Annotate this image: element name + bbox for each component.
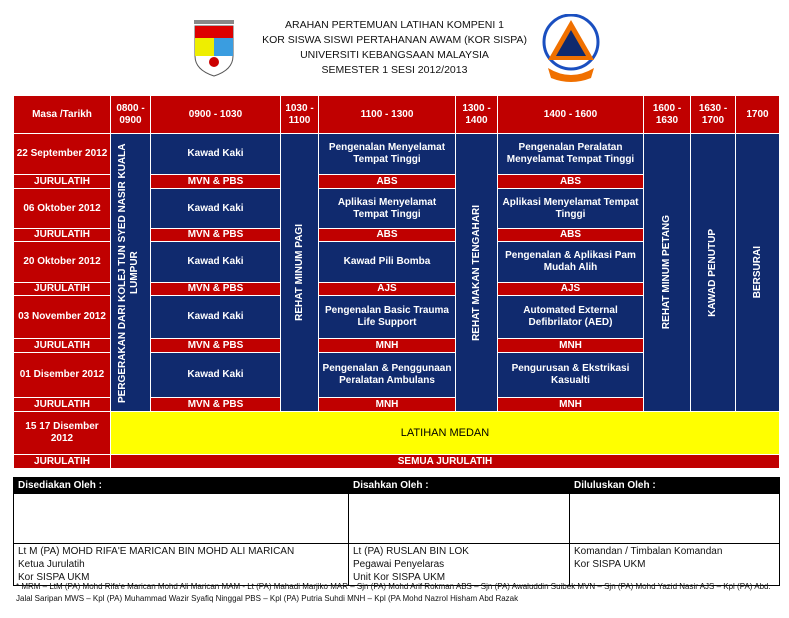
- session-activity: Aplikasi Menyelamat Tempat Tinggi: [498, 189, 644, 229]
- vertical-label: PERGERAKAN DARI KOLEJ TUN SYED NASIR KUALA LUMPUR: [116, 142, 140, 403]
- footnote: * MRM – LtM (PA) Mohd Rifa'e Marican Mohd Ali Marican MAM - Lt (PA) Mahadi Marjiko MAR – Sjn (PA) Mohd Arif Rokman ABS – Sjn (PA) Awaluddin Suibek MVN – Sjn (PA) Mohd Yazid Nasir AJS – Kpl (PA) Abd. Jalal Saripan MWS – Kpl (PA) Muhammad Wazir Syafiq Ninggal PBS – Kpl (PA) Putria Suhdi MNH – Kpl (PA Mohd Nazrol Hisham Abd Razak: [16, 582, 771, 603]
- jurulatih-code: MNH: [319, 398, 456, 412]
- session-date: 03 November 2012: [14, 296, 111, 339]
- jurulatih-code: ABS: [498, 229, 644, 242]
- session-date: 15 17 Disember 2012: [14, 412, 111, 455]
- col-header: 1400 - 1600: [498, 96, 644, 134]
- signatory: [14, 544, 349, 586]
- vertical-label: REHAT MAKAN TENGAHARI: [470, 204, 482, 341]
- col-header: 0900 - 1030: [151, 96, 281, 134]
- jurulatih-code: MVN & PBS: [151, 283, 281, 296]
- jurulatih-code: MNH: [498, 398, 644, 412]
- jurulatih-code: MNH: [319, 339, 456, 353]
- session-activity: Kawad Kaki: [151, 242, 281, 283]
- final-session-row: [14, 412, 780, 455]
- signatory: [570, 544, 780, 586]
- session-activity: Pengenalan Basic Trauma Life Support: [319, 296, 456, 339]
- jurulatih-code: MVN & PBS: [151, 339, 281, 353]
- col-header: 1300 - 1400: [456, 96, 498, 134]
- vertical-cell: [691, 134, 736, 412]
- session-date: 20 Oktober 2012: [14, 242, 111, 283]
- jurulatih-label: JURULATIH: [14, 283, 111, 296]
- jurulatih-code: AJS: [498, 283, 644, 296]
- jurulatih-code: MVN & PBS: [151, 229, 281, 242]
- signatory-unit: Kor SISPA UKM: [18, 572, 90, 583]
- vertical-label: REHAT MINUM PETANG: [661, 215, 672, 330]
- vertical-cell: [111, 134, 151, 412]
- jurulatih-label: JURULATIH: [14, 455, 111, 469]
- jurulatih-code: ABS: [319, 175, 456, 189]
- session-activity: Aplikasi Menyelamat Tempat Tinggi: [319, 189, 456, 229]
- signature-title: Disahkan Oleh :: [349, 478, 570, 494]
- col-header: 1600 - 1630: [644, 96, 691, 134]
- session-row: [14, 134, 780, 175]
- vertical-cell: [456, 134, 498, 412]
- latihan-medan-cell: LATIHAN MEDAN: [111, 412, 780, 455]
- signatory-name: Komandan / Timbalan Komandan: [574, 546, 723, 557]
- vertical-label: REHAT MINUM PAGI: [293, 224, 305, 321]
- signature-title: Disediakan Oleh :: [14, 478, 349, 494]
- col-header: 1100 - 1300: [319, 96, 456, 134]
- header-line: KOR SISWA SISWI PERTAHANAN AWAM (KOR SISPA): [262, 34, 527, 46]
- signature-space: [570, 494, 780, 544]
- signature-table: [13, 477, 780, 586]
- signatory-name: Lt M (PA) MOHD RIFA'E MARICAN BIN MOHD ALI MARICAN: [18, 546, 295, 557]
- signatory-role: Pegawai Penyelaras: [353, 559, 445, 570]
- session-activity: Kawad Kaki: [151, 189, 281, 229]
- document-header: [0, 18, 789, 78]
- jurulatih-code: MVN & PBS: [151, 175, 281, 189]
- jurulatih-label: JURULATIH: [14, 175, 111, 189]
- session-date: 22 September 2012: [14, 134, 111, 175]
- session-activity: Pengenalan & Aplikasi Pam Mudah Alih: [498, 242, 644, 283]
- vertical-cell: [736, 134, 780, 412]
- session-activity: Kawad Pili Bomba: [319, 242, 456, 283]
- session-activity: Pengenalan Peralatan Menyelamat Tempat Tinggi: [498, 134, 644, 175]
- col-header: 1630 - 1700: [691, 96, 736, 134]
- jurulatih-row: [14, 455, 780, 469]
- session-activity: Pengenalan Menyelamat Tempat Tinggi: [319, 134, 456, 175]
- header-line: SEMESTER 1 SESI 2012/2013: [321, 64, 468, 76]
- session-activity: Automated External Defibrilator (AED): [498, 296, 644, 339]
- signature-title: Diluluskan Oleh :: [570, 478, 780, 494]
- jurulatih-code: MVN & PBS: [151, 398, 281, 412]
- jurulatih-code: SEMUA JURULATIH: [111, 455, 780, 469]
- vertical-cell: [281, 134, 319, 412]
- col-header: 0800 - 0900: [111, 96, 151, 134]
- col-header: Masa /Tarikh: [14, 96, 111, 134]
- col-header: 1030 - 1100: [281, 96, 319, 134]
- session-activity: Kawad Kaki: [151, 134, 281, 175]
- header-line: ARAHAN PERTEMUAN LATIHAN KOMPENI 1: [285, 19, 504, 31]
- signature-space: [349, 494, 570, 544]
- jurulatih-label: JURULATIH: [14, 339, 111, 353]
- signatory-unit: Kor SISPA UKM: [574, 559, 646, 570]
- signatory-unit: Unit Kor SISPA UKM: [353, 572, 446, 583]
- signatory: [349, 544, 570, 586]
- session-date: 06 Oktober 2012: [14, 189, 111, 229]
- session-activity: Kawad Kaki: [151, 353, 281, 398]
- vertical-label: KAWAD PENUTUP: [707, 228, 718, 317]
- session-activity: Pengurusan & Ekstrikasi Kasualti: [498, 353, 644, 398]
- header-row: [14, 96, 780, 134]
- session-activity: Kawad Kaki: [151, 296, 281, 339]
- jurulatih-code: MNH: [498, 339, 644, 353]
- jurulatih-label: JURULATIH: [14, 398, 111, 412]
- col-header: 1700: [736, 96, 780, 134]
- vertical-cell: [644, 134, 691, 412]
- signature-space: [14, 494, 349, 544]
- signatory-role: Ketua Jurulatih: [18, 559, 85, 570]
- jurulatih-code: ABS: [498, 175, 644, 189]
- signatory-name: Lt (PA) RUSLAN BIN LOK: [353, 546, 469, 557]
- jurulatih-code: AJS: [319, 283, 456, 296]
- schedule-table: [13, 95, 780, 469]
- kor-sispa-logo: [540, 14, 602, 84]
- header-line: UNIVERSITI KEBANGSAAN MALAYSIA: [300, 49, 489, 61]
- session-date: 01 Disember 2012: [14, 353, 111, 398]
- jurulatih-code: ABS: [319, 229, 456, 242]
- jurulatih-label: JURULATIH: [14, 229, 111, 242]
- session-activity: Pengenalan & Penggunaan Peralatan Ambulans: [319, 353, 456, 398]
- vertical-label: BERSURAI: [751, 246, 763, 299]
